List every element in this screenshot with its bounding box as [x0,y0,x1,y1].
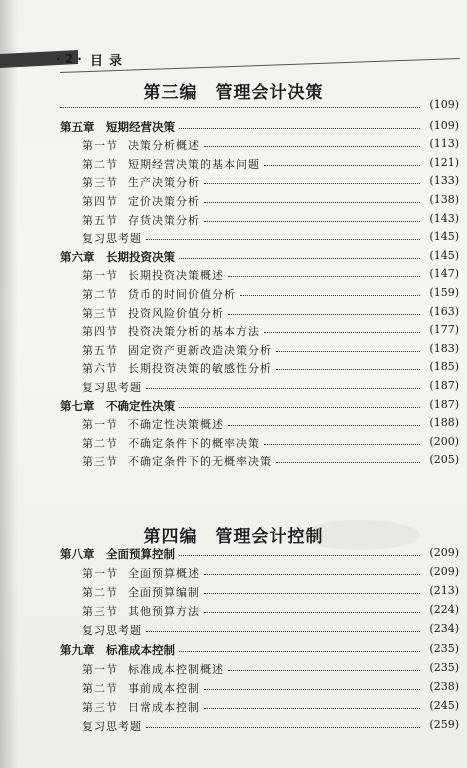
page-ref: (213) [429,584,459,598]
leader-dots [146,727,420,728]
toc-row-section [0,156,467,174]
toc-row-review [0,718,467,736]
leader-dots [204,183,420,184]
toc-row-section [0,342,467,360]
page-ref: (209) [429,546,459,559]
section-number: 第一节 [82,567,118,581]
review-questions: 复习思考题 [82,381,142,394]
section-number: 第四节 [82,195,118,208]
section-number: 第三节 [82,455,118,469]
page-number: · 2 · [56,52,82,66]
toc-row-section [0,699,467,717]
leader-dots [264,332,420,333]
page-ref: (187) [429,379,459,392]
section-number: 第一节 [82,269,118,283]
leader-dots [228,425,420,426]
page-ref: (205) [429,453,459,467]
leader-dots [146,388,420,389]
leader-dots [204,593,420,594]
section-title: 全面预算概述 [128,567,200,581]
running-header [0,44,467,74]
page-ref: (235) [429,660,459,674]
section-title: 定价决策分析 [128,195,200,208]
toc-row-section [0,323,467,341]
section-number: 第二节 [82,157,118,171]
review-questions: 复习思考题 [82,232,142,246]
leader-dots [228,670,420,671]
section-title: 生产决策分析 [128,176,200,190]
chapter-title: 第五章 短期经营决策 [60,119,175,134]
leader-dots [146,239,420,240]
section-number: 第三节 [82,306,118,320]
page-ref: (163) [429,304,459,318]
page-ref: (113) [429,137,459,151]
section-number: 第二节 [82,586,118,600]
toc-row-section [0,680,467,698]
section-title: 长期投资决策的敏感性分析 [128,362,272,376]
page-ref: (200) [429,434,459,448]
section-number: 第三节 [82,605,118,619]
section-title: 不确定条件下的概率决策 [128,436,260,450]
page-ref: (185) [429,360,459,374]
toc-row-section [0,212,467,230]
toc-row-section [0,435,467,453]
toc-row-section [0,286,467,304]
leader-dots [179,258,420,259]
toc-row-section [0,453,467,471]
page-ref: (234) [429,622,459,636]
toc-row-section [0,603,467,621]
page-ref: (245) [429,698,459,712]
section-title: 货币的时间价值分析 [128,288,236,301]
leader-dots [240,295,420,296]
page-ref: (235) [429,641,459,655]
leader-dots [204,574,420,575]
leader-dots [179,555,420,556]
leader-dots [179,651,420,652]
page-ref: (159) [429,286,459,299]
toc-row-section [0,661,467,679]
section-number: 第六节 [82,362,118,376]
leader-dots [204,221,420,222]
toc-row-chapter [0,249,467,267]
section-title: 固定资产更新改造决策分析 [128,343,272,357]
section-title: 投资决策分析的基本方法 [128,325,260,339]
section-title: 投资风险价值分析 [128,306,224,320]
toc-row-chapter [0,398,467,416]
page-ref: (121) [429,155,459,169]
page-ref: (109) [429,98,459,111]
leader-dots [264,444,420,445]
page-ref: (209) [429,565,459,579]
toc-row-section [0,305,467,323]
section-number: 第四节 [82,325,118,339]
toc-row-section [0,137,467,155]
page-ref: (224) [429,603,459,617]
toc-row-section [0,416,467,434]
toc-row-section [0,584,467,602]
toc-row-review [0,230,467,248]
part-title: 第四编 管理会计控制 [143,527,324,547]
page-ref: (145) [429,248,459,262]
section-number: 第一节 [82,139,118,153]
toc-row-chapter [0,642,467,660]
section-title: 长期投资决策概述 [128,269,224,283]
page-ref: (183) [429,341,459,355]
section-number: 第一节 [82,662,118,676]
chapter-title: 第九章 标准成本控制 [60,642,175,657]
page-ref: (187) [429,397,459,411]
review-questions: 复习思考题 [82,719,142,733]
section-number: 第五节 [82,213,118,227]
toc-row-section [0,267,467,285]
chapter-title: 第六章 长期投资决策 [60,249,175,264]
chapter-title: 第八章 全面预算控制 [60,547,175,561]
section-title: 全面预算编制 [128,586,200,600]
page-ref: (259) [429,717,459,731]
leader-dots [276,351,420,352]
page-ref: (238) [429,679,459,693]
page-ref: (143) [429,211,459,225]
section-number: 第二节 [82,681,118,695]
section-number: 第二节 [82,288,118,301]
page-ref: (138) [429,193,459,206]
leader-dots [204,708,420,709]
leader-dots [204,612,420,613]
leader-dots [146,631,420,632]
leader-dots [179,128,420,129]
leader-dots [60,107,420,108]
leader-dots [228,314,420,315]
leader-dots [276,369,420,370]
section-title: 短期经营决策的基本问题 [128,157,260,171]
leader-dots [204,202,420,203]
leader-dots [179,407,420,408]
section-title: 存货决策分析 [128,213,200,227]
leader-dots [204,689,420,690]
section-title: 不确定条件下的无概率决策 [128,455,272,469]
section-title: 决策分析概述 [128,139,200,153]
header-title: 目录 [90,54,129,69]
section-number: 第三节 [82,176,118,190]
page-ref: (188) [429,416,459,430]
review-questions: 复习思考题 [82,624,142,638]
toc-row-review [0,622,467,640]
leader-dots [276,462,420,463]
section-title: 事前成本控制 [128,681,200,695]
part-title: 第三编 管理会计决策 [143,83,324,103]
toc-row-section [0,174,467,192]
toc-row-part [0,98,467,116]
page-ref: (109) [429,118,459,132]
chapter-title: 第七章 不确定性决策 [60,398,175,413]
section-title: 其他预算方法 [128,605,200,619]
section-number: 第五节 [82,343,118,357]
toc-row-section [0,565,467,583]
leader-dots [204,146,420,147]
toc-row-chapter [0,119,467,137]
page-ref: (133) [429,174,459,188]
page-ref: (145) [429,230,459,244]
toc-row-section [0,193,467,211]
section-title: 标准成本控制概述 [128,662,224,676]
section-number: 第一节 [82,418,118,432]
section-number: 第三节 [82,700,118,714]
page-ref: (177) [429,323,459,337]
toc-row-chapter [0,546,467,564]
leader-dots [264,165,420,166]
page-ref: (147) [429,267,459,281]
section-number: 第二节 [82,436,118,450]
section-title: 日常成本控制 [128,700,200,714]
toc-row-section [0,360,467,378]
toc-row-review [0,379,467,397]
leader-dots [228,276,420,277]
section-title: 不确定性决策概述 [128,418,224,432]
